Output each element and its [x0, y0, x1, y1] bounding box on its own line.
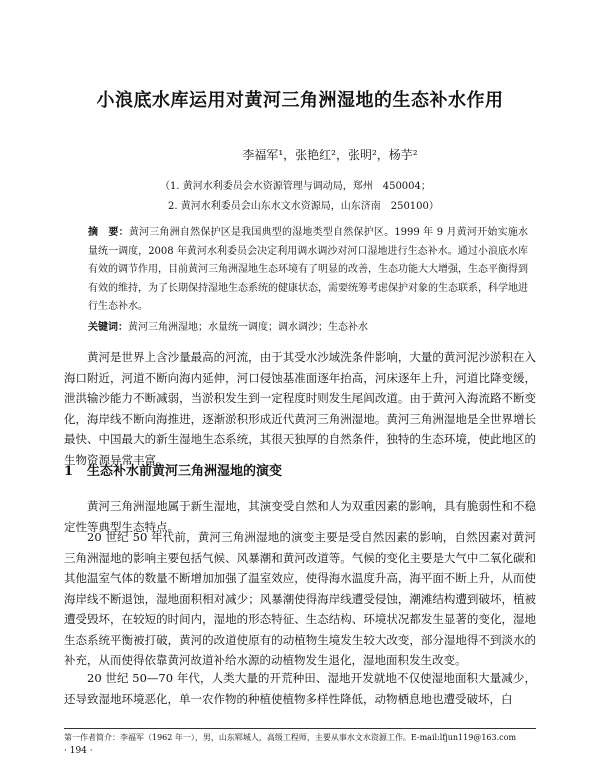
section-heading-1 — [64, 460, 282, 479]
page-number: · 194 · — [64, 746, 93, 756]
keywords — [88, 318, 528, 333]
footnote-divider — [64, 728, 536, 729]
section-number: 1 — [64, 464, 74, 479]
affiliations — [160, 177, 500, 217]
paper-title: 小浪底水库运用对黄河三角洲湿地的生态补水作用 — [96, 90, 504, 111]
keywords-label: 关键词： — [88, 322, 128, 333]
keywords-text: 黄河三角洲湿地；水量统一调度；调水调沙；生态补水 — [128, 322, 368, 333]
section1-paragraph-2: 20 世纪 50 年代前，黄河三角洲湿地的演变主要是受自然因素的影响，自然因素对黄河三角洲湿地的影响主要包括气候、风暴潮和黄河改道等。气候的变化主要是大气中二氧化碳和其他温室气体的数量不断增加加强了温室效应，使得海水温度升高，海平面不断上升，从而使海岸线不断退蚀，湿地面积相对减少；风暴潮使得海岸线遭受侵蚀，潮滩结构遭到破坏，植被遭受毁坏，在较短的时间内，湿地的形态特征、生态结构、环境状况都发生显著的变化，湿地生态系统平衡被打破，黄河的改道使原有的动植物生境发生较大改变，部分湿地得不到淡水的补充，从而使得依靠黄河故道补给水源的动植物发生退化，湿地面积发生改变。 — [64, 530, 536, 667]
affiliation-1: （1. 黄河水利委员会水资源管理与调动局，郑州 450004； — [160, 181, 431, 192]
abstract-text: 黄河三角洲自然保护区是我国典型的湿地类型自然保护区。1999 年 9 月黄河开始实施水量统一调度，2008 年黄河水利委员会决定利用调水调沙对河口湿地进行生态补水。通过小浪底水库有效的调节作用，目前黄河三角洲湿地生态环境有了明显的改善，生态功能大大增强，生态平衡得到有效的维持，为了长期保持湿地生态系统的健康状态，需要统筹考虑保护对象的生态联系，科学地进行生态补水。 — [88, 227, 528, 312]
section1-paragraph-1: 黄河三角洲湿地属于新生湿地，其演变受自然和人为双重因素的影响，具有脆弱性和不稳定性等典型生态特点。 — [64, 499, 536, 534]
section1-paragraph-3: 20 世纪 50—70 年代，人类大量的开荒种田、湿地开发就地不仅使湿地面积大量减少，还导致湿地环境恶化，单一农作物的种植使植物多样性降低，动物栖息地也遭受破坏，白 — [64, 671, 536, 706]
abstract — [88, 224, 528, 317]
author-footnote: 第一作者简介：李福军（1962 年一），男，山东郓城人，高级工程师，主要从事水文水资源工作。E-mail:lfjun119@163.com — [64, 733, 517, 742]
intro-paragraph: 黄河是世界上含沙量最高的河流，由于其受水沙域洗条件影响，大量的黄河泥沙淤积在入海口附近，河道不断向海内延伸，河口侵蚀基准面逐年抬高，河床逐年上升，河道比降变缓，泄洪输沙能力不断减弱，当淤积发生到一定程度时则发生尾闾改道。由于黄河入海流路不断变化，海岸线不断向海推进，逐渐淤积形成近代黄河三角洲湿地。黄河三角洲湿地是全世界增长最快、中国最大的新生湿地生态系统，其很天独厚的自然条件，独特的生态环境，使此地区的生物资源异常丰富。 — [64, 350, 536, 467]
abstract-label: 摘 要： — [88, 227, 129, 238]
section-title: 生态补水前黄河三角洲湿地的演变 — [87, 464, 283, 479]
affiliation-2: 2. 黄河水利委员会山东水文水资源局，山东济南 250100） — [168, 201, 439, 212]
author-list: 李福军¹，张艳红²，张明²，杨芋² — [242, 148, 418, 162]
